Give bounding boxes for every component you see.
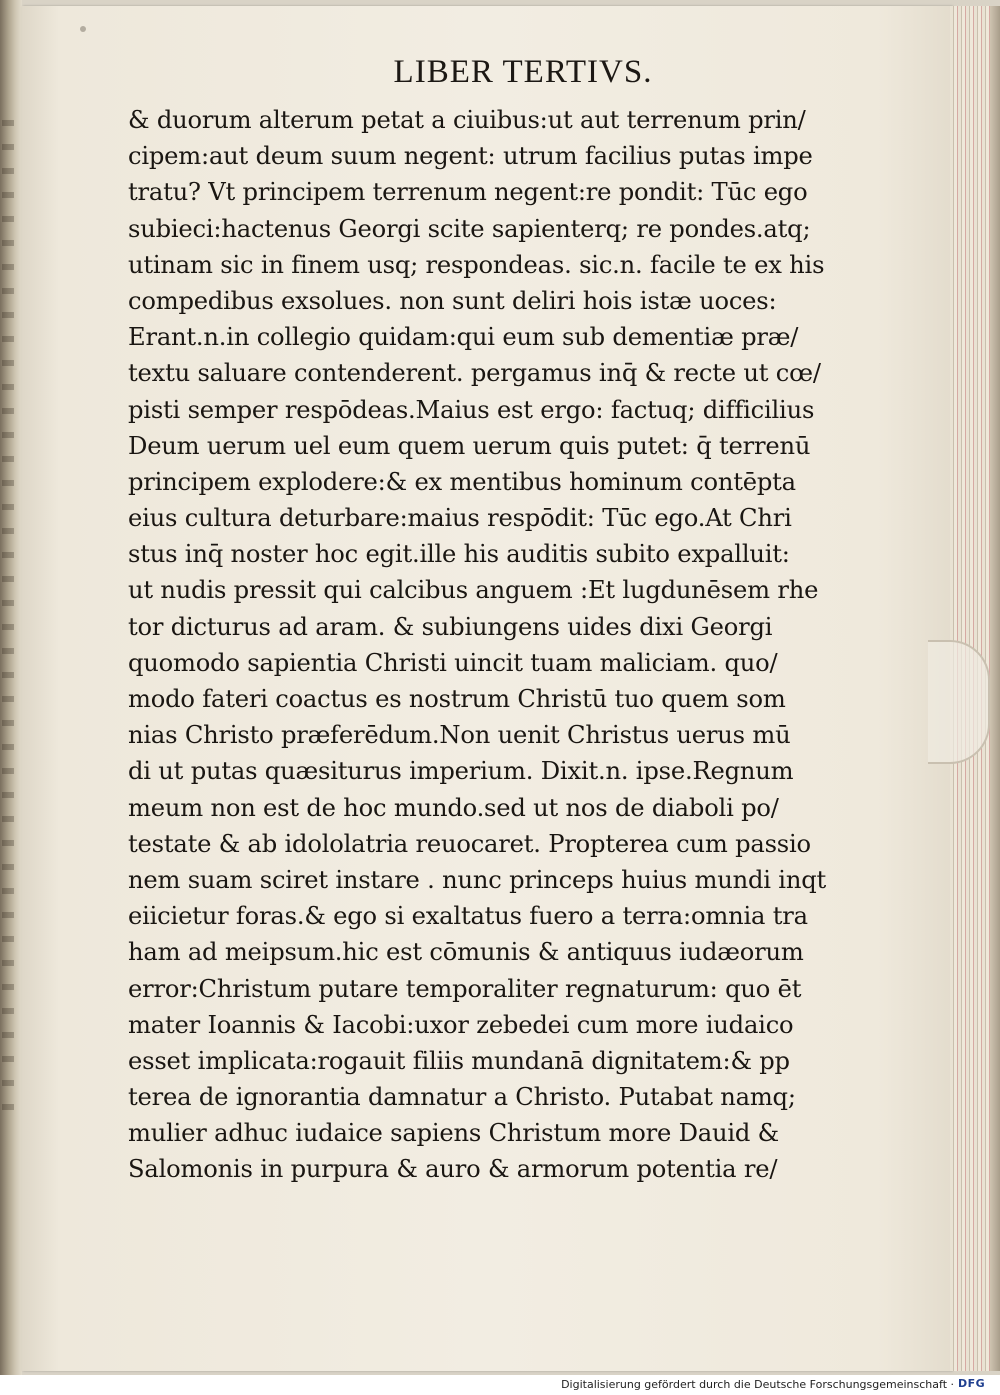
text-line: esset implicata:rogauit filiis mundanā dignitatem:& pp — [128, 1046, 790, 1075]
text-line: tratu? Vt principem terrenum negent:re pondit: Tūc ego — [128, 178, 808, 207]
text-line: Deum uerum uel eum quem uerum quis putet: q̄ terrenū — [128, 431, 811, 460]
text-line: eius cultura deturbare:maius respōdit: Tūc ego.At Chri — [128, 504, 792, 533]
text-line: compedibus exsolues. non sunt deliri hois istæ uoces: — [128, 286, 777, 315]
text-line: pisti semper respōdeas.Maius est ergo: factuq; difficilius — [128, 395, 815, 424]
text-line: textu saluare contenderent. pergamus inq̄ & recte ut cœ/ — [128, 359, 821, 388]
text-line: error:Christum putare temporaliter regnaturum: quo ēt — [128, 974, 802, 1003]
text-line: nem suam sciret instare . nunc princeps huius mundi inqt — [128, 865, 826, 894]
text-line: ut nudis pressit qui calcibus anguem :Et lugdunēsem rhe — [128, 576, 819, 605]
text-line: principem explodere:& ex mentibus hominum contēpta — [128, 467, 796, 496]
page-clip — [928, 640, 990, 764]
text-line: modo fateri coactus es nostrum Christū tuo quem som — [128, 685, 786, 713]
text-line: di ut putas quæsiturus imperium. Dixit.n. ipse.Regnum — [128, 757, 794, 786]
text-block — [128, 50, 826, 1188]
text-line: Erant.n.in collegio quidam:qui eum sub dementiæ præ/ — [128, 323, 799, 352]
body-text — [128, 102, 826, 1188]
text-line: mulier adhuc iudaice sapiens Christum more Dauid & — [128, 1119, 779, 1148]
text-line: stus inq̄ noster hoc egit.ille his auditis subito expalluit: — [128, 540, 790, 569]
text-line: cipem:aut deum suum negent: utrum facilius putas impe — [128, 142, 813, 171]
running-head: LIBER TERTIVS. — [393, 54, 653, 90]
text-line: Salomonis in purpura & auro & armorum potentia re/ — [128, 1155, 778, 1184]
text-line: mater Ioannis & Iacobi:uxor zebedei cum more iudaico — [128, 1010, 794, 1039]
text-line: & duorum alterum petat a ciuibus:ut aut terrenum prin/ — [128, 106, 806, 134]
text-line: testate & ab idololatria reuocaret. Propterea cum passio — [128, 829, 811, 858]
text-line: tor dicturus ad aram. & subiungens uides dixi Georgi — [128, 612, 773, 641]
text-line: nias Christo præferēdum.Non uenit Christus uerus mū — [128, 721, 791, 750]
text-line: quomodo sapientia Christi uincit tuam maliciam. quo/ — [128, 648, 778, 677]
text-line: ham ad meipsum.hic est cōmunis & antiquus iudæorum — [128, 938, 804, 967]
previous-page-edge — [0, 0, 22, 1375]
dfg-logo-icon: DFG — [958, 1377, 986, 1390]
text-line: subieci:hactenus Georgi scite sapienterq; re pondes.atq; — [128, 214, 811, 243]
text-line: utinam sic in finem usq; respondeas. sic.n. facile te ex his — [128, 250, 825, 279]
text-line: meum non est de hoc mundo.sed ut nos de diaboli po/ — [128, 793, 779, 822]
text-line: eiicietur foras.& ego si exaltatus fuero a terra:omnia tra — [128, 902, 808, 931]
funding-credit: Digitalisierung gefördert durch die Deutsche Forschungsgemeinschaft · — [561, 1378, 954, 1391]
text-line: terea de ignorantia damnatur a Christo. Putabat namq; — [128, 1083, 796, 1112]
ink-spot — [80, 26, 86, 32]
footer-bar — [0, 1375, 1000, 1395]
bleed-through-text — [2, 120, 14, 1120]
